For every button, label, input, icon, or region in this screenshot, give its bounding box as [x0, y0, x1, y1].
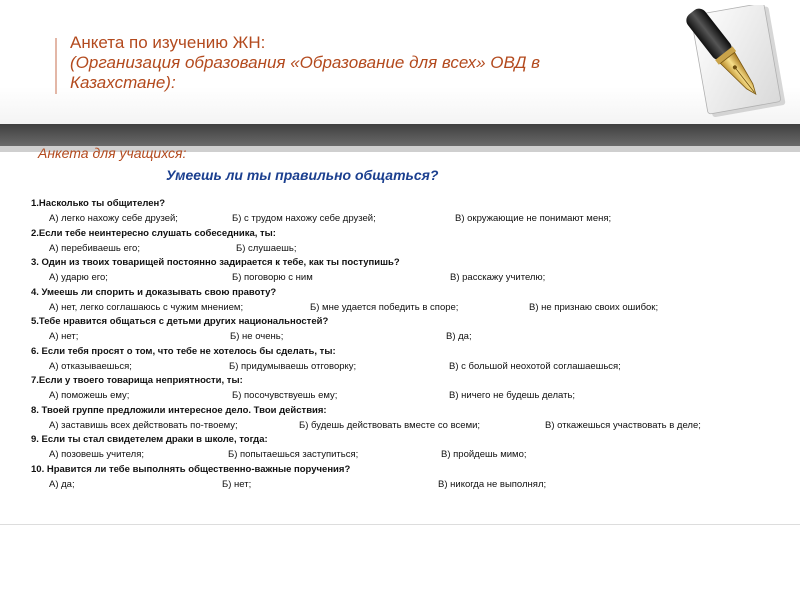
answer-options — [31, 361, 791, 375]
answer-options — [31, 420, 791, 434]
question-item — [31, 405, 791, 435]
answer-option: Б) с трудом нахожу себе друзей; — [232, 213, 376, 224]
answer-option: Б) поговорю с ним — [232, 272, 313, 283]
answer-option: А) нет; — [49, 331, 79, 342]
answer-option: Б) будешь действовать вместе со всеми; — [299, 419, 481, 431]
title-line-2: (Организация образования «Образование для всех» ОВД в — [70, 53, 541, 72]
question-title: 10. Нравится ли тебе выполнять общественно-важные поручения? — [31, 463, 351, 475]
question-item — [31, 434, 791, 464]
question-title: 4. Умеешь ли спорить и доказывать свою правоту? — [31, 286, 277, 298]
answer-option: В) не признаю своих ошибок; — [529, 301, 659, 313]
question-item — [31, 375, 791, 405]
title-line-1: Анкета по изучению ЖН: — [70, 33, 266, 52]
answer-option: Б) слушаешь; — [236, 242, 297, 254]
answer-option: Б) придумываешь отговорку; — [229, 360, 357, 372]
question-item — [31, 464, 791, 494]
question-title: 3. Один из твоих товарищей постоянно задирается к тебе, как ты поступишь? — [31, 257, 400, 268]
answer-option: Б) мне удается победить в споре; — [310, 301, 459, 313]
question-title: 7.Если у твоего товарища неприятности, ты: — [31, 375, 243, 386]
answer-option: А) заставишь всех действовать по-твоему; — [49, 419, 238, 431]
question-title: 2.Если тебе неинтересно слушать собеседника, ты: — [31, 227, 276, 239]
question-item — [31, 228, 791, 258]
answer-option: В) пройдешь мимо; — [441, 449, 527, 460]
question-title: 8. Твоей группе предложили интересное дело. Твои действия: — [31, 404, 327, 416]
answer-options — [31, 479, 791, 493]
answer-options — [31, 390, 791, 404]
slide-title — [70, 33, 670, 93]
question-title: 6. Если тебя просят о том, что тебе не хотелось бы сделать, ты: — [31, 345, 336, 357]
answer-options — [31, 302, 791, 316]
answer-option: А) да; — [49, 478, 75, 490]
question-item — [31, 287, 791, 317]
question-title: 9. Если ты стал свидетелем драки в школе, тогда: — [31, 434, 268, 445]
answer-option: Б) посочувствуешь ему; — [232, 390, 338, 401]
answer-option: В) да; — [446, 331, 472, 342]
title-line-3: Казахстане): — [70, 73, 176, 92]
question-item — [31, 316, 791, 346]
answer-option: А) нет, легко соглашаюсь с чужим мнением; — [49, 301, 244, 313]
answer-option: Б) не очень; — [230, 331, 284, 342]
question-title: 1.Насколько ты общителен? — [31, 198, 166, 209]
header-divider-bar — [0, 124, 800, 146]
answer-option: В) ничего не будешь делать; — [449, 390, 576, 401]
answer-option: В) откажешься участвовать в деле; — [545, 419, 701, 431]
question-list — [31, 198, 791, 493]
question-item — [31, 346, 791, 376]
answer-option: А) поможешь ему; — [49, 390, 130, 401]
answer-option: А) позовешь учителя; — [49, 449, 144, 460]
survey-heading: Умеешь ли ты правильно общаться? — [166, 167, 439, 183]
answer-options — [31, 272, 791, 286]
fountain-pen-icon — [676, 5, 792, 121]
answer-options — [31, 331, 791, 345]
answer-option: В) никогда не выполнял; — [438, 478, 547, 490]
answer-option: Б) нет; — [222, 478, 252, 490]
footer-divider — [0, 524, 800, 525]
answer-option: В) окружающие не понимают меня; — [455, 213, 612, 224]
answer-option: А) отказываешься; — [49, 360, 132, 372]
question-title: 5.Тебе нравится общаться с детьми других национальностей? — [31, 316, 329, 327]
answer-option: А) перебиваешь его; — [49, 242, 140, 254]
answer-options — [31, 243, 791, 257]
survey-audience-label: Анкета для учащихся: — [38, 145, 187, 161]
answer-option: Б) попытаешься заступиться; — [228, 449, 359, 460]
title-accent-line — [55, 38, 57, 94]
answer-options — [31, 213, 791, 227]
question-item — [31, 257, 791, 287]
answer-option: В) расскажу учителю; — [450, 272, 546, 283]
answer-option: А) легко нахожу себе друзей; — [49, 213, 178, 224]
answer-option: В) с большой неохотой соглашаешься; — [449, 360, 621, 372]
answer-options — [31, 449, 791, 463]
answer-option: А) ударю его; — [49, 272, 108, 283]
question-item — [31, 198, 791, 228]
